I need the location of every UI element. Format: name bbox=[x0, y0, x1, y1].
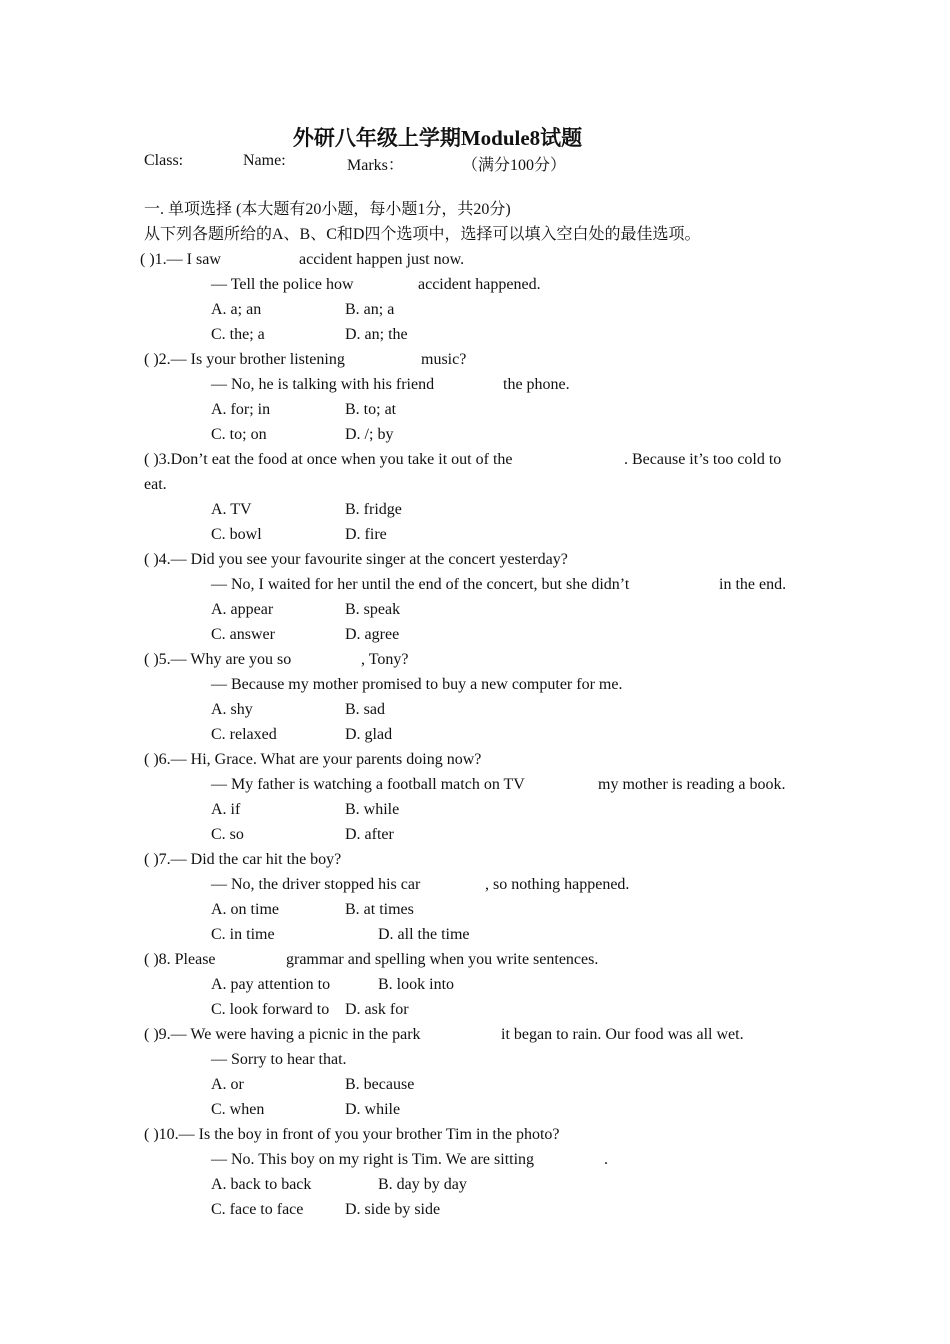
question-1-stem-b: accident happen just now. bbox=[299, 251, 465, 268]
question-9-stem-a: ( )9.— We were having a picnic in the park bbox=[144, 1026, 421, 1043]
question-3-stem-c: eat. bbox=[144, 476, 167, 493]
question-5-option-b: B. sad bbox=[345, 701, 385, 718]
question-7-option-d: D. all the time bbox=[378, 926, 470, 943]
question-7-option-b: B. at times bbox=[345, 901, 414, 918]
question-3-stem-b: . Because it’s too cold to bbox=[624, 451, 782, 468]
question-7-stem-a: ( )7.— Did the car hit the boy? bbox=[144, 851, 342, 868]
question-6-reply-b: my mother is reading a book. bbox=[598, 776, 786, 793]
question-10-option-a: A. back to back bbox=[211, 1176, 312, 1193]
class-label: Class: bbox=[144, 152, 184, 169]
question-5-option-a: A. shy bbox=[211, 701, 253, 718]
question-3-option-c: C. bowl bbox=[211, 526, 262, 543]
question-8-option-b: B. look into bbox=[378, 976, 455, 993]
question-9-option-c: C. when bbox=[211, 1101, 265, 1118]
question-4-option-b: B. speak bbox=[345, 601, 401, 618]
question-9-reply-a: — Sorry to hear that. bbox=[211, 1051, 347, 1068]
question-5-option-d: D. glad bbox=[345, 726, 393, 743]
question-8-stem-b: grammar and spelling when you write sentences. bbox=[286, 951, 599, 968]
question-2-option-b: B. to; at bbox=[345, 401, 397, 418]
question-10-reply-a: — No. This boy on my right is Tim. We are sitting bbox=[211, 1151, 535, 1168]
question-6-option-a: A. if bbox=[211, 801, 241, 818]
question-2-stem-b: music? bbox=[421, 351, 467, 368]
question-8-option-a: A. pay attention to bbox=[211, 976, 331, 993]
full-score: （满分100分） bbox=[462, 157, 567, 174]
question-8-option-c: C. look forward to bbox=[211, 1001, 330, 1018]
question-7-option-c: C. in time bbox=[211, 926, 275, 943]
question-2-option-d: D. /; by bbox=[345, 426, 394, 443]
question-6-reply-a: — My father is watching a football match on TV bbox=[211, 776, 525, 793]
question-9-option-d: D. while bbox=[345, 1101, 401, 1118]
question-7-option-a: A. on time bbox=[211, 901, 279, 918]
question-1-reply-a: — Tell the police how bbox=[211, 276, 354, 293]
question-5-stem-a: ( )5.— Why are you so bbox=[144, 651, 292, 668]
question-4-reply-a: — No, I waited for her until the end of the concert, but she didn’t bbox=[211, 576, 630, 593]
question-7-reply-b: , so nothing happened. bbox=[485, 876, 630, 893]
question-3-option-b: B. fridge bbox=[345, 501, 402, 518]
question-1-option-d: D. an; the bbox=[345, 326, 408, 343]
question-5-reply-a: — Because my mother promised to buy a new computer for me. bbox=[211, 676, 623, 693]
question-4-reply-b: in the end. bbox=[719, 576, 787, 593]
question-10-option-c: C. face to face bbox=[211, 1201, 304, 1218]
question-10-reply-b: . bbox=[604, 1151, 608, 1168]
question-4-option-d: D. agree bbox=[345, 626, 400, 643]
question-3-option-d: D. fire bbox=[345, 526, 387, 543]
question-7-reply-a: — No, the driver stopped his car bbox=[211, 876, 421, 893]
question-8-stem-a: ( )8. Please bbox=[144, 951, 216, 968]
section-instruction: 从下列各题所给的A、B、C和D四个选项中，选择可以填入空白处的最佳选项。 bbox=[144, 226, 701, 243]
page-title: 外研八年级上学期Module8试题 bbox=[292, 126, 583, 150]
question-6-option-c: C. so bbox=[211, 826, 244, 843]
question-1-stem-a: ( )1.— I saw bbox=[140, 251, 221, 268]
question-4-option-a: A. appear bbox=[211, 601, 274, 618]
question-2-reply-a: — No, he is talking with his friend bbox=[211, 376, 435, 393]
marks-label: Marks： bbox=[347, 157, 404, 174]
question-1-option-a: A. a; an bbox=[211, 301, 262, 318]
question-10-stem-a: ( )10.— Is the boy in front of you your brother Tim in the photo? bbox=[144, 1126, 560, 1143]
question-2-option-c: C. to; on bbox=[211, 426, 267, 443]
question-1-option-b: B. an; a bbox=[345, 301, 395, 318]
section-heading: 一. 单项选择 (本大题有20小题，每小题1分，共20分) bbox=[144, 201, 511, 218]
question-6-option-b: B. while bbox=[345, 801, 400, 818]
question-9-option-b: B. because bbox=[345, 1076, 415, 1093]
question-3-stem-a: ( )3.Don’t eat the food at once when you take it out of the bbox=[144, 451, 513, 468]
question-2-stem-a: ( )2.— Is your brother listening bbox=[144, 351, 345, 368]
question-6-option-d: D. after bbox=[345, 826, 394, 843]
question-10-option-b: B. day by day bbox=[378, 1176, 467, 1193]
question-2-reply-b: the phone. bbox=[503, 376, 570, 393]
question-2-option-a: A. for; in bbox=[211, 401, 271, 418]
name-label: Name: bbox=[243, 152, 286, 169]
question-5-stem-b: , Tony? bbox=[361, 651, 409, 668]
question-3-option-a: A. TV bbox=[211, 501, 252, 518]
question-9-stem-b: it began to rain. Our food was all wet. bbox=[501, 1026, 744, 1043]
question-1-reply-b: accident happened. bbox=[418, 276, 541, 293]
question-9-option-a: A. or bbox=[211, 1076, 244, 1093]
question-4-option-c: C. answer bbox=[211, 626, 275, 643]
question-4-stem-a: ( )4.— Did you see your favourite singer at the concert yesterday? bbox=[144, 551, 568, 568]
question-1-option-c: C. the; a bbox=[211, 326, 265, 343]
question-10-option-d: D. side by side bbox=[345, 1201, 441, 1218]
question-8-option-d: D. ask for bbox=[345, 1001, 409, 1018]
question-6-stem-a: ( )6.— Hi, Grace. What are your parents doing now? bbox=[144, 751, 482, 768]
question-5-option-c: C. relaxed bbox=[211, 726, 277, 743]
